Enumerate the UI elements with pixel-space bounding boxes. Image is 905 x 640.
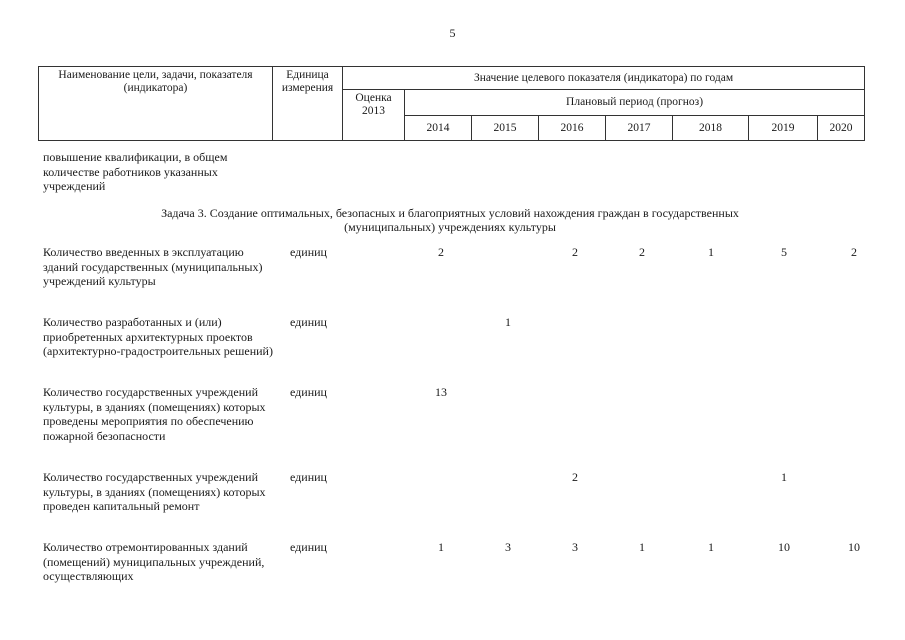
indicator-label: Количество государственных учреждений культуры, в зданиях (помещениях) которых проведен капитальный ремонт <box>43 470 266 514</box>
value-2019: 1 <box>781 470 787 484</box>
header-year: 2016 <box>539 116 606 141</box>
value-2020: 10 <box>848 540 860 554</box>
header-year: 2017 <box>606 116 673 141</box>
header-unit-column: Единица измерения <box>273 67 343 141</box>
indicator-unit: единиц <box>290 315 327 329</box>
value-2017: 2 <box>639 245 645 259</box>
header-plan-period: Плановый период (прогноз) <box>405 90 865 116</box>
value-2019: 5 <box>781 245 787 259</box>
indicator-unit: единиц <box>290 245 327 259</box>
indicator-label: Количество введенных в эксплуатацию зданий государственных (муниципальных) учреждений культуры <box>43 245 263 289</box>
indicator-table-header <box>38 66 865 141</box>
value-2018: 1 <box>708 540 714 554</box>
continuation-text: повышение квалификации, в общем количестве работников указанных учреждений <box>43 150 228 194</box>
value-2019: 10 <box>778 540 790 554</box>
header-values-column: Значение целевого показателя (индикатора) по годам <box>343 67 865 90</box>
value-2014: 1 <box>438 540 444 554</box>
header-year: 2020 <box>818 116 865 141</box>
value-2015: 1 <box>505 315 511 329</box>
header-year: 2018 <box>673 116 749 141</box>
header-name-column: Наименование цели, задачи, показателя (индикатора) <box>39 67 273 141</box>
header-year: 2019 <box>749 116 818 141</box>
value-2014: 13 <box>435 385 447 399</box>
header-year: 2014 <box>405 116 472 141</box>
value-2018: 1 <box>708 245 714 259</box>
page-number: 5 <box>449 26 456 40</box>
indicator-unit: единиц <box>290 540 327 554</box>
value-2016: 2 <box>572 245 578 259</box>
indicator-label: Количество отремонтированных зданий (помещений) муниципальных учреждений, осуществляющих <box>43 540 265 584</box>
indicator-unit: единиц <box>290 470 327 484</box>
header-year: 2015 <box>472 116 539 141</box>
value-2020: 2 <box>851 245 857 259</box>
indicator-label: Количество разработанных и (или) приобретенных архитектурных проектов (архитектурно-градостроительных решений) <box>43 315 273 359</box>
task-3-title: Задача 3. Создание оптимальных, безопасных и благоприятных условий нахождения граждан в государственных (муниципальных) учреждениях культуры <box>161 206 739 234</box>
header-estimate-2013: Оценка 2013 <box>343 90 405 141</box>
value-2016: 3 <box>572 540 578 554</box>
value-2014: 2 <box>438 245 444 259</box>
indicator-label: Количество государственных учреждений культуры, в зданиях (помещениях) которых проведены мероприятия по обеспечению пожарной безопасности <box>43 385 266 443</box>
value-2017: 1 <box>639 540 645 554</box>
indicator-unit: единиц <box>290 385 327 399</box>
value-2015: 3 <box>505 540 511 554</box>
value-2016: 2 <box>572 470 578 484</box>
